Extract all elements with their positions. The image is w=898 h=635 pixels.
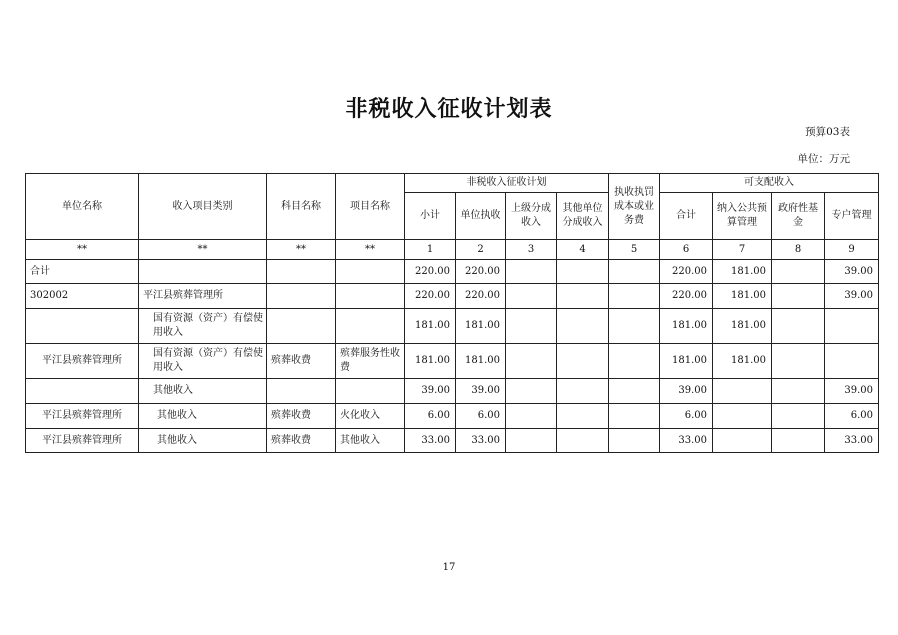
table-row	[26, 429, 879, 453]
cell-unit-collect: 181.00	[456, 344, 506, 379]
cell-total: 33.00	[660, 429, 713, 453]
table-row	[26, 284, 879, 309]
cell-enforcement-cost	[609, 284, 660, 309]
revenue-plan-table	[25, 173, 879, 453]
cell-unit-name	[26, 379, 139, 404]
cell-other-share	[557, 404, 609, 429]
index-cell: **	[139, 240, 267, 260]
cell-subtotal: 39.00	[405, 379, 456, 404]
cell-public-budget: 181.00	[713, 309, 772, 344]
cell-subtotal: 181.00	[405, 344, 456, 379]
unit-label: 单位：万元	[797, 153, 850, 165]
cell-gov-fund	[772, 344, 825, 379]
cell-upper-share	[506, 284, 557, 309]
cell-item-category: 国有资源（资产）有偿使用收入	[139, 309, 267, 344]
cell-enforcement-cost	[609, 309, 660, 344]
cell-upper-share	[506, 379, 557, 404]
cell-other-share	[557, 284, 609, 309]
cell-subject-name: 殡葬收费	[267, 429, 336, 453]
cell-item-category: 国有资源（资产）有偿使用收入	[139, 344, 267, 379]
cell-public-budget	[713, 379, 772, 404]
cell-total: 220.00	[660, 260, 713, 284]
index-cell: 3	[506, 240, 557, 260]
cell-public-budget	[713, 404, 772, 429]
header-upper-share: 上级分成收入	[506, 193, 557, 240]
page-title: 非税收入征收计划表	[345, 97, 553, 122]
cell-gov-fund	[772, 429, 825, 453]
cell-subject-name	[267, 260, 336, 284]
form-number: 预算03表	[805, 126, 850, 138]
index-cell: 5	[609, 240, 660, 260]
header-other-share: 其他单位分成收入	[557, 193, 609, 240]
cell-gov-fund	[772, 379, 825, 404]
cell-item-name: 其他收入	[336, 429, 405, 453]
header-public-budget: 纳入公共预算管理	[713, 193, 772, 240]
cell-gov-fund	[772, 309, 825, 344]
cell-public-budget	[713, 429, 772, 453]
cell-other-share	[557, 429, 609, 453]
index-cell: 7	[713, 240, 772, 260]
cell-total: 6.00	[660, 404, 713, 429]
cell-subject-name	[267, 379, 336, 404]
cell-subtotal: 181.00	[405, 309, 456, 344]
cell-upper-share	[506, 429, 557, 453]
cell-public-budget: 181.00	[713, 344, 772, 379]
cell-total: 181.00	[660, 344, 713, 379]
cell-item-name: 火化收入	[336, 404, 405, 429]
cell-total: 181.00	[660, 309, 713, 344]
cell-unit-name	[26, 309, 139, 344]
cell-other-share	[557, 379, 609, 404]
cell-unit-collect: 33.00	[456, 429, 506, 453]
cell-upper-share	[506, 309, 557, 344]
index-cell: 2	[456, 240, 506, 260]
cell-enforcement-cost	[609, 379, 660, 404]
cell-unit-collect: 220.00	[456, 260, 506, 284]
cell-special-mgmt: 6.00	[825, 404, 879, 429]
cell-upper-share	[506, 344, 557, 379]
cell-special-mgmt: 39.00	[825, 260, 879, 284]
header-enforcement-cost: 执收执罚成本或业务费	[609, 174, 660, 240]
cell-item-name	[336, 260, 405, 284]
cell-special-mgmt: 33.00	[825, 429, 879, 453]
cell-unit-name: 302002	[26, 284, 139, 309]
page-number: 17	[442, 562, 456, 573]
cell-item-category: 其他收入	[139, 404, 267, 429]
cell-subject-name: 殡葬收费	[267, 404, 336, 429]
table-row	[26, 404, 879, 429]
cell-item-category: 其他收入	[139, 429, 267, 453]
header-subject-name: 科目名称	[267, 174, 336, 240]
header-disposable-income: 可支配收入	[660, 174, 879, 193]
cell-upper-share	[506, 260, 557, 284]
cell-subject-name	[267, 309, 336, 344]
cell-total: 39.00	[660, 379, 713, 404]
index-cell: 1	[405, 240, 456, 260]
header-subtotal: 小计	[405, 193, 456, 240]
cell-subtotal: 220.00	[405, 284, 456, 309]
header-total: 合计	[660, 193, 713, 240]
cell-gov-fund	[772, 404, 825, 429]
cell-public-budget: 181.00	[713, 260, 772, 284]
header-unit-collect: 单位执收	[456, 193, 506, 240]
cell-enforcement-cost	[609, 404, 660, 429]
index-cell: **	[267, 240, 336, 260]
cell-item-category: 平江县殡葬管理所	[139, 284, 267, 309]
cell-total: 220.00	[660, 284, 713, 309]
header-gov-fund: 政府性基金	[772, 193, 825, 240]
cell-unit-name: 平江县殡葬管理所	[26, 404, 139, 429]
cell-enforcement-cost	[609, 260, 660, 284]
cell-unit-collect: 6.00	[456, 404, 506, 429]
cell-item-category: 其他收入	[139, 379, 267, 404]
cell-unit-name: 合计	[26, 260, 139, 284]
table-row	[26, 379, 879, 404]
cell-special-mgmt	[825, 344, 879, 379]
index-cell: 6	[660, 240, 713, 260]
cell-subtotal: 33.00	[405, 429, 456, 453]
cell-other-share	[557, 344, 609, 379]
cell-other-share	[557, 260, 609, 284]
header-unit-name: 单位名称	[26, 174, 139, 240]
cell-subject-name	[267, 284, 336, 309]
header-collection-plan: 非税收入征收计划	[405, 174, 609, 193]
index-row	[26, 240, 879, 260]
cell-upper-share	[506, 404, 557, 429]
index-cell: **	[336, 240, 405, 260]
cell-other-share	[557, 309, 609, 344]
cell-unit-collect: 220.00	[456, 284, 506, 309]
cell-item-name: 殡葬服务性收费	[336, 344, 405, 379]
cell-gov-fund	[772, 284, 825, 309]
cell-unit-name: 平江县殡葬管理所	[26, 429, 139, 453]
index-cell: 9	[825, 240, 879, 260]
table-row	[26, 344, 879, 379]
index-cell: 4	[557, 240, 609, 260]
header-item-category: 收入项目类别	[139, 174, 267, 240]
cell-special-mgmt	[825, 309, 879, 344]
cell-unit-collect: 39.00	[456, 379, 506, 404]
cell-gov-fund	[772, 260, 825, 284]
header-special-mgmt: 专户管理	[825, 193, 879, 240]
cell-unit-name: 平江县殡葬管理所	[26, 344, 139, 379]
cell-item-name	[336, 309, 405, 344]
cell-unit-collect: 181.00	[456, 309, 506, 344]
header-item-name: 项目名称	[336, 174, 405, 240]
table-row	[26, 309, 879, 344]
index-cell: **	[26, 240, 139, 260]
cell-special-mgmt: 39.00	[825, 284, 879, 309]
cell-subtotal: 220.00	[405, 260, 456, 284]
cell-item-category	[139, 260, 267, 284]
cell-item-name	[336, 284, 405, 309]
index-cell: 8	[772, 240, 825, 260]
cell-item-name	[336, 379, 405, 404]
cell-subtotal: 6.00	[405, 404, 456, 429]
cell-enforcement-cost	[609, 344, 660, 379]
cell-special-mgmt: 39.00	[825, 379, 879, 404]
cell-enforcement-cost	[609, 429, 660, 453]
table-row	[26, 260, 879, 284]
cell-public-budget: 181.00	[713, 284, 772, 309]
cell-subject-name: 殡葬收费	[267, 344, 336, 379]
